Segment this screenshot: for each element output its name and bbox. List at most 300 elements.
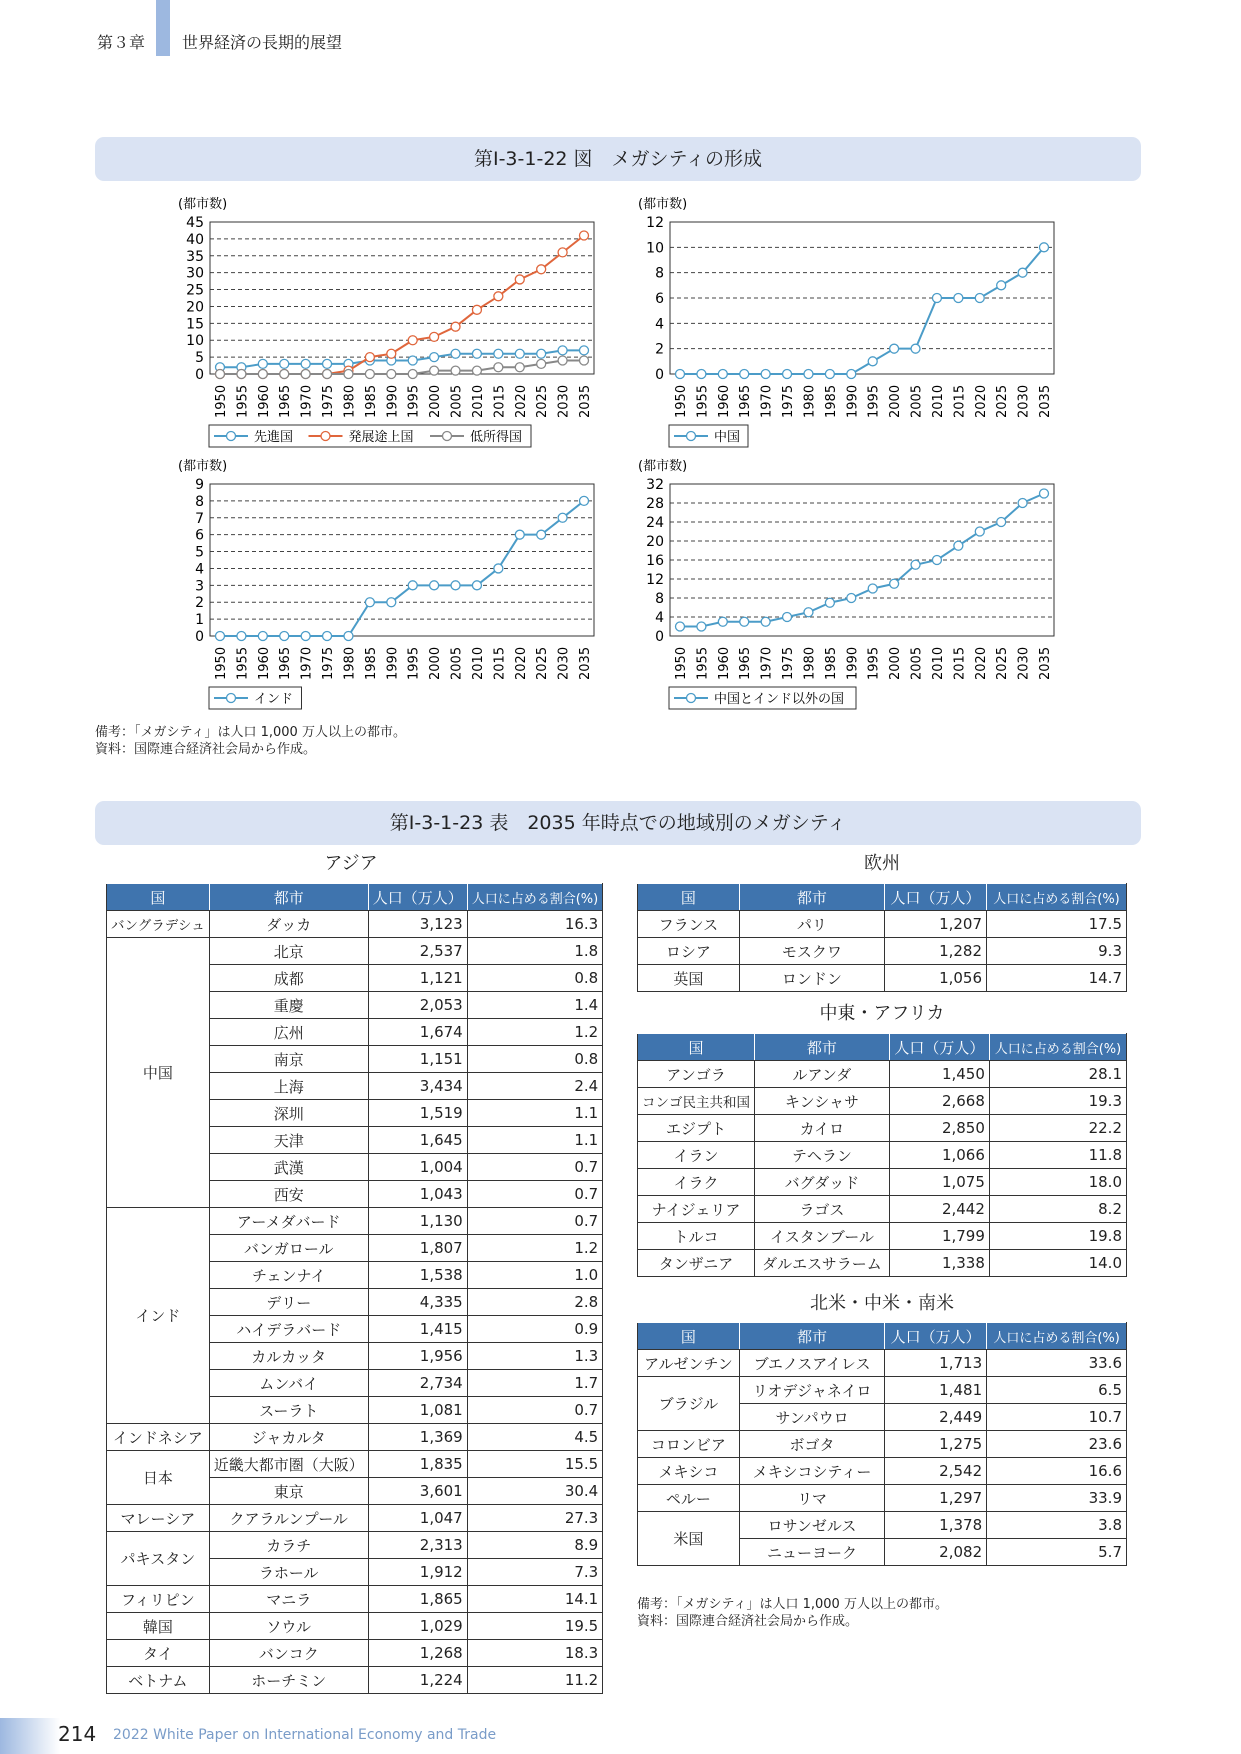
share-cell: 22.2 [989,1115,1126,1142]
share-cell: 0.7 [467,1154,603,1181]
chart-svg [630,196,1070,445]
country-cell: 韓国 [107,1613,210,1640]
share-cell: 19.8 [989,1223,1126,1250]
data-point [740,370,749,379]
population-cell: 1,799 [889,1223,989,1250]
x-tick-label: 1980 [342,646,358,680]
population-cell: 1,047 [368,1505,467,1532]
y-tick-label: 10 [186,333,204,350]
country-cell: イラン [638,1142,755,1169]
share-cell: 1.2 [467,1019,603,1046]
x-tick-label: 2030 [1016,384,1032,418]
region-label-europe: 欧州 [864,853,900,874]
population-cell: 3,601 [368,1478,467,1505]
x-tick-label: 2035 [578,384,593,418]
x-tick-label: 2035 [1038,384,1053,418]
population-cell: 1,207 [885,911,987,938]
data-point [237,632,246,641]
x-tick-label: 2000 [888,646,904,680]
data-point [761,370,770,379]
city-cell: バンガロール [209,1235,368,1262]
x-tick-label: 2025 [995,384,1011,418]
share-cell: 33.6 [987,1350,1127,1377]
share-cell: 1.3 [467,1343,603,1370]
population-cell: 1,807 [368,1235,467,1262]
country-cell: バングラデシュ [107,911,210,938]
x-tick-label: 2000 [888,384,904,418]
data-point [1040,243,1049,252]
data-point [868,584,877,593]
share-cell: 16.6 [987,1458,1127,1485]
chapter-label: 第３章 [97,33,146,52]
x-tick-label: 2020 [973,646,989,680]
legend-label: 先進国 [254,430,294,445]
city-cell: 成都 [209,965,368,992]
data-point [954,541,963,550]
city-cell: モスクワ [739,938,884,965]
y-tick-label: 3 [195,578,204,595]
city-cell: キンシャサ [755,1088,890,1115]
x-tick-label: 1960 [716,384,732,418]
data-point [718,370,727,379]
data-point [258,632,267,641]
data-point [847,594,856,603]
x-tick-label: 1955 [695,384,711,418]
city-cell: テヘラン [755,1142,890,1169]
country-cell: フランス [638,911,740,938]
share-cell: 18.3 [467,1640,603,1667]
data-point [804,370,813,379]
share-cell: 7.3 [467,1559,603,1586]
data-point [323,370,332,379]
x-tick-label: 1965 [738,646,754,680]
data-point [515,275,524,284]
city-cell: カルカッタ [209,1343,368,1370]
y-axis-label: (都市数) [178,197,228,212]
table-row [638,1458,1127,1485]
share-cell: 1.2 [467,1235,603,1262]
legend-marker [227,432,236,441]
chart-developed-developing-lowincome [170,196,610,445]
population-cell: 3,434 [368,1073,467,1100]
x-tick-label: 1975 [781,646,797,680]
column-header: 都市 [739,884,884,911]
table-row [638,1115,1127,1142]
country-cell: 英国 [638,965,740,992]
population-cell: 1,043 [368,1181,467,1208]
population-cell: 1,297 [885,1485,987,1512]
population-cell: 2,537 [368,938,467,965]
data-point [558,356,567,365]
country-cell: ロシア [638,938,740,965]
data-point [430,366,439,375]
y-axis-label: (都市数) [178,459,228,474]
chart-svg [630,458,1070,707]
column-header: 人口（万人） [885,1323,987,1350]
share-cell: 15.5 [467,1451,603,1478]
table-row [638,1485,1127,1512]
x-tick-label: 2035 [578,646,593,680]
y-axis-label: (都市数) [638,197,688,212]
x-tick-label: 2010 [470,384,486,418]
data-point [975,294,984,303]
population-cell: 1,450 [889,1061,989,1088]
city-cell: ブエノスアイレス [739,1350,884,1377]
data-point [472,305,481,314]
data-point [997,518,1006,527]
city-cell: 東京 [209,1478,368,1505]
x-tick-label: 1955 [235,646,251,680]
table-row [638,1196,1127,1223]
data-point [280,632,289,641]
legend-item [214,692,293,707]
x-tick-label: 2025 [535,646,551,680]
population-cell: 1,956 [368,1343,467,1370]
city-cell: スーラト [209,1397,368,1424]
x-tick-label: 2020 [513,646,529,680]
column-header: 国 [638,1323,740,1350]
data-point [558,248,567,257]
x-tick-label: 1985 [823,646,839,680]
data-point [515,530,524,539]
y-tick-label: 40 [186,231,204,248]
column-header: 国 [638,884,740,911]
x-tick-label: 2010 [930,384,946,418]
x-tick-label: 1985 [363,646,379,680]
share-cell: 2.8 [467,1289,603,1316]
data-point [301,370,310,379]
y-tick-label: 15 [186,316,204,333]
data-point [697,622,706,631]
x-tick-label: 2010 [930,646,946,680]
data-point [997,281,1006,290]
share-cell: 0.7 [467,1208,603,1235]
series-line [220,360,584,374]
table-row [638,1061,1127,1088]
population-cell: 3,123 [368,911,467,938]
legend-item [430,430,522,445]
data-point [740,617,749,626]
country-cell: 中国 [107,938,210,1208]
population-cell: 1,121 [368,965,467,992]
x-tick-label: 2005 [909,384,925,418]
city-cell: カラチ [209,1532,368,1559]
data-point [387,349,396,358]
column-header: 人口（万人） [889,1034,989,1061]
x-tick-label: 2030 [556,384,572,418]
data-point [430,581,439,590]
share-cell: 9.3 [987,938,1127,965]
x-tick-label: 1955 [235,384,251,418]
city-cell: ボゴタ [739,1431,884,1458]
chart-svg [170,196,610,445]
city-cell: バグダッド [755,1169,890,1196]
x-tick-label: 2015 [492,646,508,680]
data-point [430,353,439,362]
city-cell: 広州 [209,1019,368,1046]
city-cell: イスタンブール [755,1223,890,1250]
x-tick-label: 2015 [492,384,508,418]
data-point [825,598,834,607]
x-tick-label: 2010 [470,646,486,680]
data-point [258,359,267,368]
share-cell: 18.0 [989,1169,1126,1196]
city-cell: ラホール [209,1559,368,1586]
share-cell: 11.2 [467,1667,603,1694]
series-line [680,247,1044,374]
population-cell: 1,912 [368,1559,467,1586]
table-header-row [107,884,603,911]
table-row [638,1250,1127,1277]
data-point [216,370,225,379]
data-point [537,349,546,358]
share-cell: 1.8 [467,938,603,965]
y-tick-label: 0 [195,629,204,645]
data-point [580,231,589,240]
city-cell: チェンナイ [209,1262,368,1289]
table-row [107,1640,603,1667]
figure-notes [95,724,406,758]
x-tick-label: 2025 [535,384,551,418]
x-tick-label: 1985 [823,384,839,418]
chart-svg [170,458,610,707]
data-point [911,560,920,569]
city-cell: 西安 [209,1181,368,1208]
column-header: 都市 [755,1034,890,1061]
data-point [975,527,984,536]
city-cell: ダルエスサラーム [755,1250,890,1277]
country-cell: タンザニア [638,1250,755,1277]
data-point [537,530,546,539]
country-cell: インドネシア [107,1424,210,1451]
population-cell: 1,282 [885,938,987,965]
column-header: 人口（万人） [885,884,987,911]
table-americas [637,1322,1127,1566]
population-cell: 1,075 [889,1169,989,1196]
population-cell: 2,668 [889,1088,989,1115]
data-point [932,556,941,565]
city-cell: 重慶 [209,992,368,1019]
table-header-row [638,884,1127,911]
figure-remark: 備考：「メガシティ」は人口 1,000 万人以上の都市。 [95,725,406,740]
plot-frame [210,484,594,636]
city-cell: クアラルンプール [209,1505,368,1532]
country-cell: ベトナム [107,1667,210,1694]
share-cell: 1.1 [467,1100,603,1127]
x-tick-label: 2020 [973,384,989,418]
share-cell: 8.2 [989,1196,1126,1223]
x-tick-label: 2030 [1016,646,1032,680]
footer-publication: 2022 White Paper on International Economy and Trade [113,1727,497,1743]
table-row [107,1586,603,1613]
data-point [537,359,546,368]
data-point [451,322,460,331]
city-cell: 上海 [209,1073,368,1100]
population-cell: 1,130 [368,1208,467,1235]
city-cell: デリー [209,1289,368,1316]
column-header: 国 [107,884,210,911]
population-cell: 2,082 [885,1539,987,1566]
data-point [408,356,417,365]
region-label-america: 北米・中米・南米 [810,1293,954,1314]
legend-label: 中国とインド以外の国 [714,692,845,707]
table-row [107,938,603,965]
share-cell: 11.8 [989,1142,1126,1169]
y-tick-label: 6 [655,291,664,307]
city-cell: ジャカルタ [209,1424,368,1451]
data-point [676,370,685,379]
column-header: 都市 [739,1323,884,1350]
data-point [216,632,225,641]
share-cell: 17.5 [987,911,1127,938]
share-cell: 3.8 [987,1512,1127,1539]
x-tick-label: 1995 [866,384,882,418]
share-cell: 14.0 [989,1250,1126,1277]
y-tick-label: 4 [655,610,664,626]
table-europe [637,883,1127,992]
data-point [408,581,417,590]
data-point [558,346,567,355]
share-cell: 1.7 [467,1370,603,1397]
city-cell: リマ [739,1485,884,1512]
data-point [1040,489,1049,498]
population-cell: 2,850 [889,1115,989,1142]
country-cell: マレーシア [107,1505,210,1532]
share-cell: 19.5 [467,1613,603,1640]
data-point [472,366,481,375]
x-tick-label: 1990 [385,646,401,680]
x-tick-label: 1990 [845,384,861,418]
column-header: 人口に占める割合(%) [987,884,1127,911]
data-point [280,370,289,379]
legend-label: 発展途上国 [348,430,414,445]
x-tick-label: 1970 [299,646,315,680]
city-cell: メキシコシティー [739,1458,884,1485]
x-tick-label: 1995 [406,646,422,680]
data-point [890,344,899,353]
y-tick-label: 4 [655,316,664,333]
city-cell: 南京 [209,1046,368,1073]
x-tick-label: 2005 [909,646,925,680]
data-point [783,370,792,379]
city-cell: アーメダバード [209,1208,368,1235]
city-cell: ニューヨーク [739,1539,884,1566]
country-cell: アンゴラ [638,1061,755,1088]
x-tick-label: 1980 [802,384,818,418]
population-cell: 1,081 [368,1397,467,1424]
population-cell: 2,449 [885,1404,987,1431]
column-header: 人口（万人） [368,884,467,911]
population-cell: 1,004 [368,1154,467,1181]
y-tick-label: 20 [646,534,664,550]
region-label-asia: アジア [324,853,378,874]
data-point [847,370,856,379]
x-tick-label: 2005 [449,646,465,680]
y-tick-label: 0 [195,367,204,383]
population-cell: 1,835 [368,1451,467,1478]
city-cell: 深圳 [209,1100,368,1127]
city-cell: 武漢 [209,1154,368,1181]
y-tick-label: 30 [186,265,204,282]
city-cell: ハイデラバード [209,1316,368,1343]
column-header: 人口に占める割合(%) [987,1323,1127,1350]
data-point [954,294,963,303]
share-cell: 23.6 [987,1431,1127,1458]
x-tick-label: 2020 [513,384,529,418]
table-row [107,911,603,938]
data-point [451,581,460,590]
city-cell: ラゴス [755,1196,890,1223]
data-point [323,359,332,368]
y-tick-label: 2 [195,595,204,612]
population-cell: 2,442 [889,1196,989,1223]
city-cell: ロサンゼルス [739,1512,884,1539]
region-label-mideast: 中東・アフリカ [819,1003,945,1024]
y-axis-label: (都市数) [638,459,688,474]
chart-india [170,458,610,707]
country-cell: パキスタン [107,1532,210,1586]
x-tick-label: 1960 [256,646,272,680]
data-point [387,598,396,607]
column-header: 国 [638,1034,755,1061]
share-cell: 1.0 [467,1262,603,1289]
y-tick-label: 24 [646,515,664,531]
x-tick-label: 1970 [759,646,775,680]
share-cell: 4.5 [467,1424,603,1451]
country-cell: アルゼンチン [638,1350,740,1377]
y-tick-label: 5 [195,350,204,367]
data-point [580,356,589,365]
share-cell: 14.1 [467,1586,603,1613]
data-point [344,370,353,379]
figure-source: 資料：国際連合経済社会局から作成。 [95,742,317,757]
share-cell: 5.7 [987,1539,1127,1566]
x-tick-label: 2015 [952,646,968,680]
table-row [638,1431,1127,1458]
legend [669,425,748,447]
population-cell: 1,338 [889,1250,989,1277]
data-point [761,617,770,626]
data-point [387,370,396,379]
y-tick-label: 6 [195,527,204,544]
share-cell: 19.3 [989,1088,1126,1115]
population-cell: 1,268 [368,1640,467,1667]
data-point [301,632,310,641]
y-tick-label: 16 [646,553,664,569]
table-row [638,1169,1127,1196]
y-tick-label: 12 [646,215,664,231]
country-cell: タイ [107,1640,210,1667]
y-tick-label: 35 [186,248,204,265]
y-tick-label: 7 [195,510,204,527]
data-point [494,349,503,358]
data-point [430,332,439,341]
chapter-accent-bar [156,0,170,56]
table-row [638,1088,1127,1115]
x-tick-label: 1975 [781,384,797,418]
share-cell: 0.8 [467,1046,603,1073]
legend [209,425,531,447]
country-cell: インド [107,1208,210,1424]
city-cell: リオデジャネイロ [739,1377,884,1404]
city-cell: ソウル [209,1613,368,1640]
population-cell: 1,674 [368,1019,467,1046]
y-tick-label: 32 [646,477,664,493]
share-cell: 0.7 [467,1181,603,1208]
city-cell: 北京 [209,938,368,965]
population-cell: 1,369 [368,1424,467,1451]
x-tick-label: 1965 [738,384,754,418]
